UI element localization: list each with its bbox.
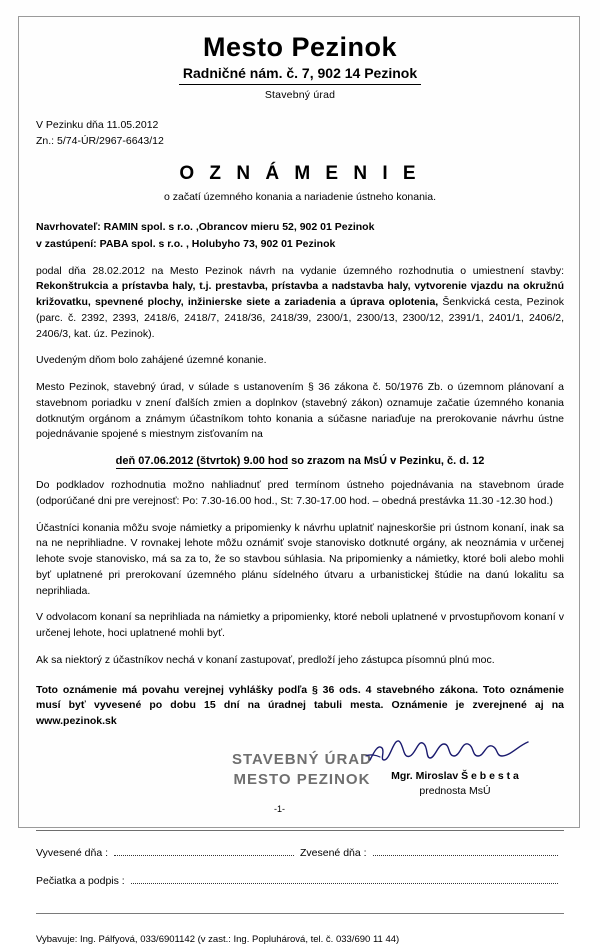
applicant-row (36, 219, 564, 236)
posted-input[interactable] (114, 845, 294, 856)
document-footer: Vybavuje: Ing. Pálfyová, 033/6901142 (v zast.: Ing. Popluhárová, tel. č. 033/690 11 44) (36, 933, 400, 945)
office-stamp-line1: STAVEBNÝ ÚRAD (232, 750, 372, 768)
paragraph-legal-basis: Mesto Pezinok, stavebný úrad, v súlade s ustanovením § 36 zákona č. 50/1976 Zb. o územnom plánovaní a stavebnom poriadku v znení ďalších zmien a doplnkov (stavebný zákon) oznamuje začatie územného konania dotknutým orgánom a známym účastníkom tohto konania a súčasne nariaďuje na prerokovanie návrhu ústne pojednávanie spojené s miestnym zisťovaním na (36, 381, 564, 441)
header-office: Stavebný úrad (264, 88, 336, 101)
header-address-wrap (36, 65, 564, 85)
handwritten-signature-icon (350, 734, 560, 768)
notice-subheading: o začatí územného konania a nariadenie ústneho konania. (163, 191, 437, 204)
document-content (36, 28, 564, 945)
removed-field (300, 845, 564, 859)
paragraph-file-access: Do podkladov rozhodnutia možno nahliadnuť pred termínom ústneho pojednávania na stavebnom úrade (odporúčané dni pre verejnosť: Po: 7.30-16.00 hod., St: 7.30-17.00 hod. – obedná prestávka 11.30 -12.30 hod.) (36, 479, 564, 507)
document-meta (36, 117, 564, 150)
hearing-location: so zrazom na MsÚ v Pezinku, č. d. 12 (288, 455, 485, 468)
paragraph-application-pre: podal dňa 28.02.2012 na Mesto Pezinok návrh na vydanie územného rozhodnutia o umiestnení stavby: (36, 264, 564, 277)
divider-above-footer (36, 913, 564, 914)
posted-label: Vyvesené dňa : (36, 846, 108, 859)
header-address: Radničné nám. č. 7, 902 14 Pezinok (179, 65, 421, 85)
applicant-value: RAMIN spol. s r.o. ,Obrancov mieru 52, 902 01 Pezinok (103, 221, 375, 234)
signatory-role: prednosta MsÚ (419, 784, 491, 797)
hearing-date: deň 07.06.2012 (štvrtok) 9.00 hod (115, 455, 289, 468)
signatory-name: Mgr. Miroslav Š e b e s t a (391, 769, 519, 782)
paragraph-appeal: V odvolacom konaní sa neprihliada na námietky a pripomienky, ktoré neboli uplatnené v prvostupňovom konaní v určenej lehote, hoci uplatnené mohli byť. (36, 611, 564, 640)
applicant-label: Navrhovateľ: (36, 221, 101, 234)
signature-block (350, 734, 560, 797)
represented-label: v zastúpení: (36, 237, 97, 250)
divider-above-fields (36, 830, 564, 831)
posting-fields (36, 845, 564, 887)
represented-row (36, 236, 564, 253)
paragraph-application (36, 264, 564, 343)
paragraph-commencement: Uvedeným dňom bolo zahájené územné konanie. (36, 354, 267, 367)
public-notice-paragraph: Toto oznámenie má povahu verejnej vyhlášky podľa § 36 ods. 4 stavebného zákona. Toto oznámenie musí byť vyvesené po dobu 15 dní na úradnej tabuli mesta. Oznámenie je zverejnené aj na www.pezinok.sk (36, 683, 564, 728)
stamp-and-signature-area (36, 748, 564, 822)
reference-number: Zn.: 5/74-ÚR/2967-6643/12 (36, 134, 164, 147)
stamp-signature-row (36, 873, 564, 887)
posting-dates-row (36, 845, 564, 859)
posted-field (36, 845, 300, 859)
document-title: Mesto Pezinok (202, 32, 398, 62)
office-stamp-line2: MESTO PEZINOK (233, 771, 371, 789)
paragraph-representation: Ak sa niektorý z účastníkov nechá v konaní zastupovať, predloží jeho zástupca písomnú plnú moc. (36, 653, 495, 666)
removed-input[interactable] (373, 845, 558, 856)
represented-value: PABA spol. s r.o. , Holubyho 73, 902 01 Pezinok (99, 237, 336, 250)
page-number: -1- (274, 803, 285, 814)
paragraph-application-post: Šenkvická cesta, Pezinok (parc. č. 2392, 2393, 2418/6, 2418/7, 2418/36, 2418/39, 2300/1, 2300/13, 2300/12, 2391/1, 2401/1, 2406/2, 2406/3, kat. úz. Pezinok). (36, 296, 564, 340)
stamp-signature-label: Pečiatka a podpis : (36, 874, 125, 887)
place-and-date: V Pezinku dňa 11.05.2012 (36, 118, 159, 131)
hearing-date-line (36, 455, 564, 467)
parties-block (36, 219, 564, 253)
removed-label: Zvesené dňa : (300, 846, 367, 859)
paragraph-objections: Účastníci konania môžu svoje námietky a pripomienky k návrhu uplatniť najneskoršie pri ústnom konaní, inak sa na ne neprihliadne. V rovnakej lehote môžu oznámiť svoje stanovisko dotknuté orgány, ak neoznámia v určenej lehote svoje stanovisko, má sa za to, že so stavbou súhlasia. Na pripomienky a námietky, ktoré boli alebo mohli byť uplatnené pri prerokovaní územného plánu sídelného útvaru a urbanistickej štúdie na danú lokalitu sa neprihliada. (36, 521, 564, 597)
stamp-signature-input[interactable] (131, 873, 558, 884)
notice-heading: O Z N Á M E N I E (179, 163, 421, 185)
paragraph-application-subject: Rekonštrukcia a prístavba haly, t.j. prestavba, prístavba a nadstavba haly, vytvorenie vjazdu na okružnú križovatku, spevnené plochy, inžinierske siete a zariadenia a úprava oplotenia, (36, 280, 564, 309)
